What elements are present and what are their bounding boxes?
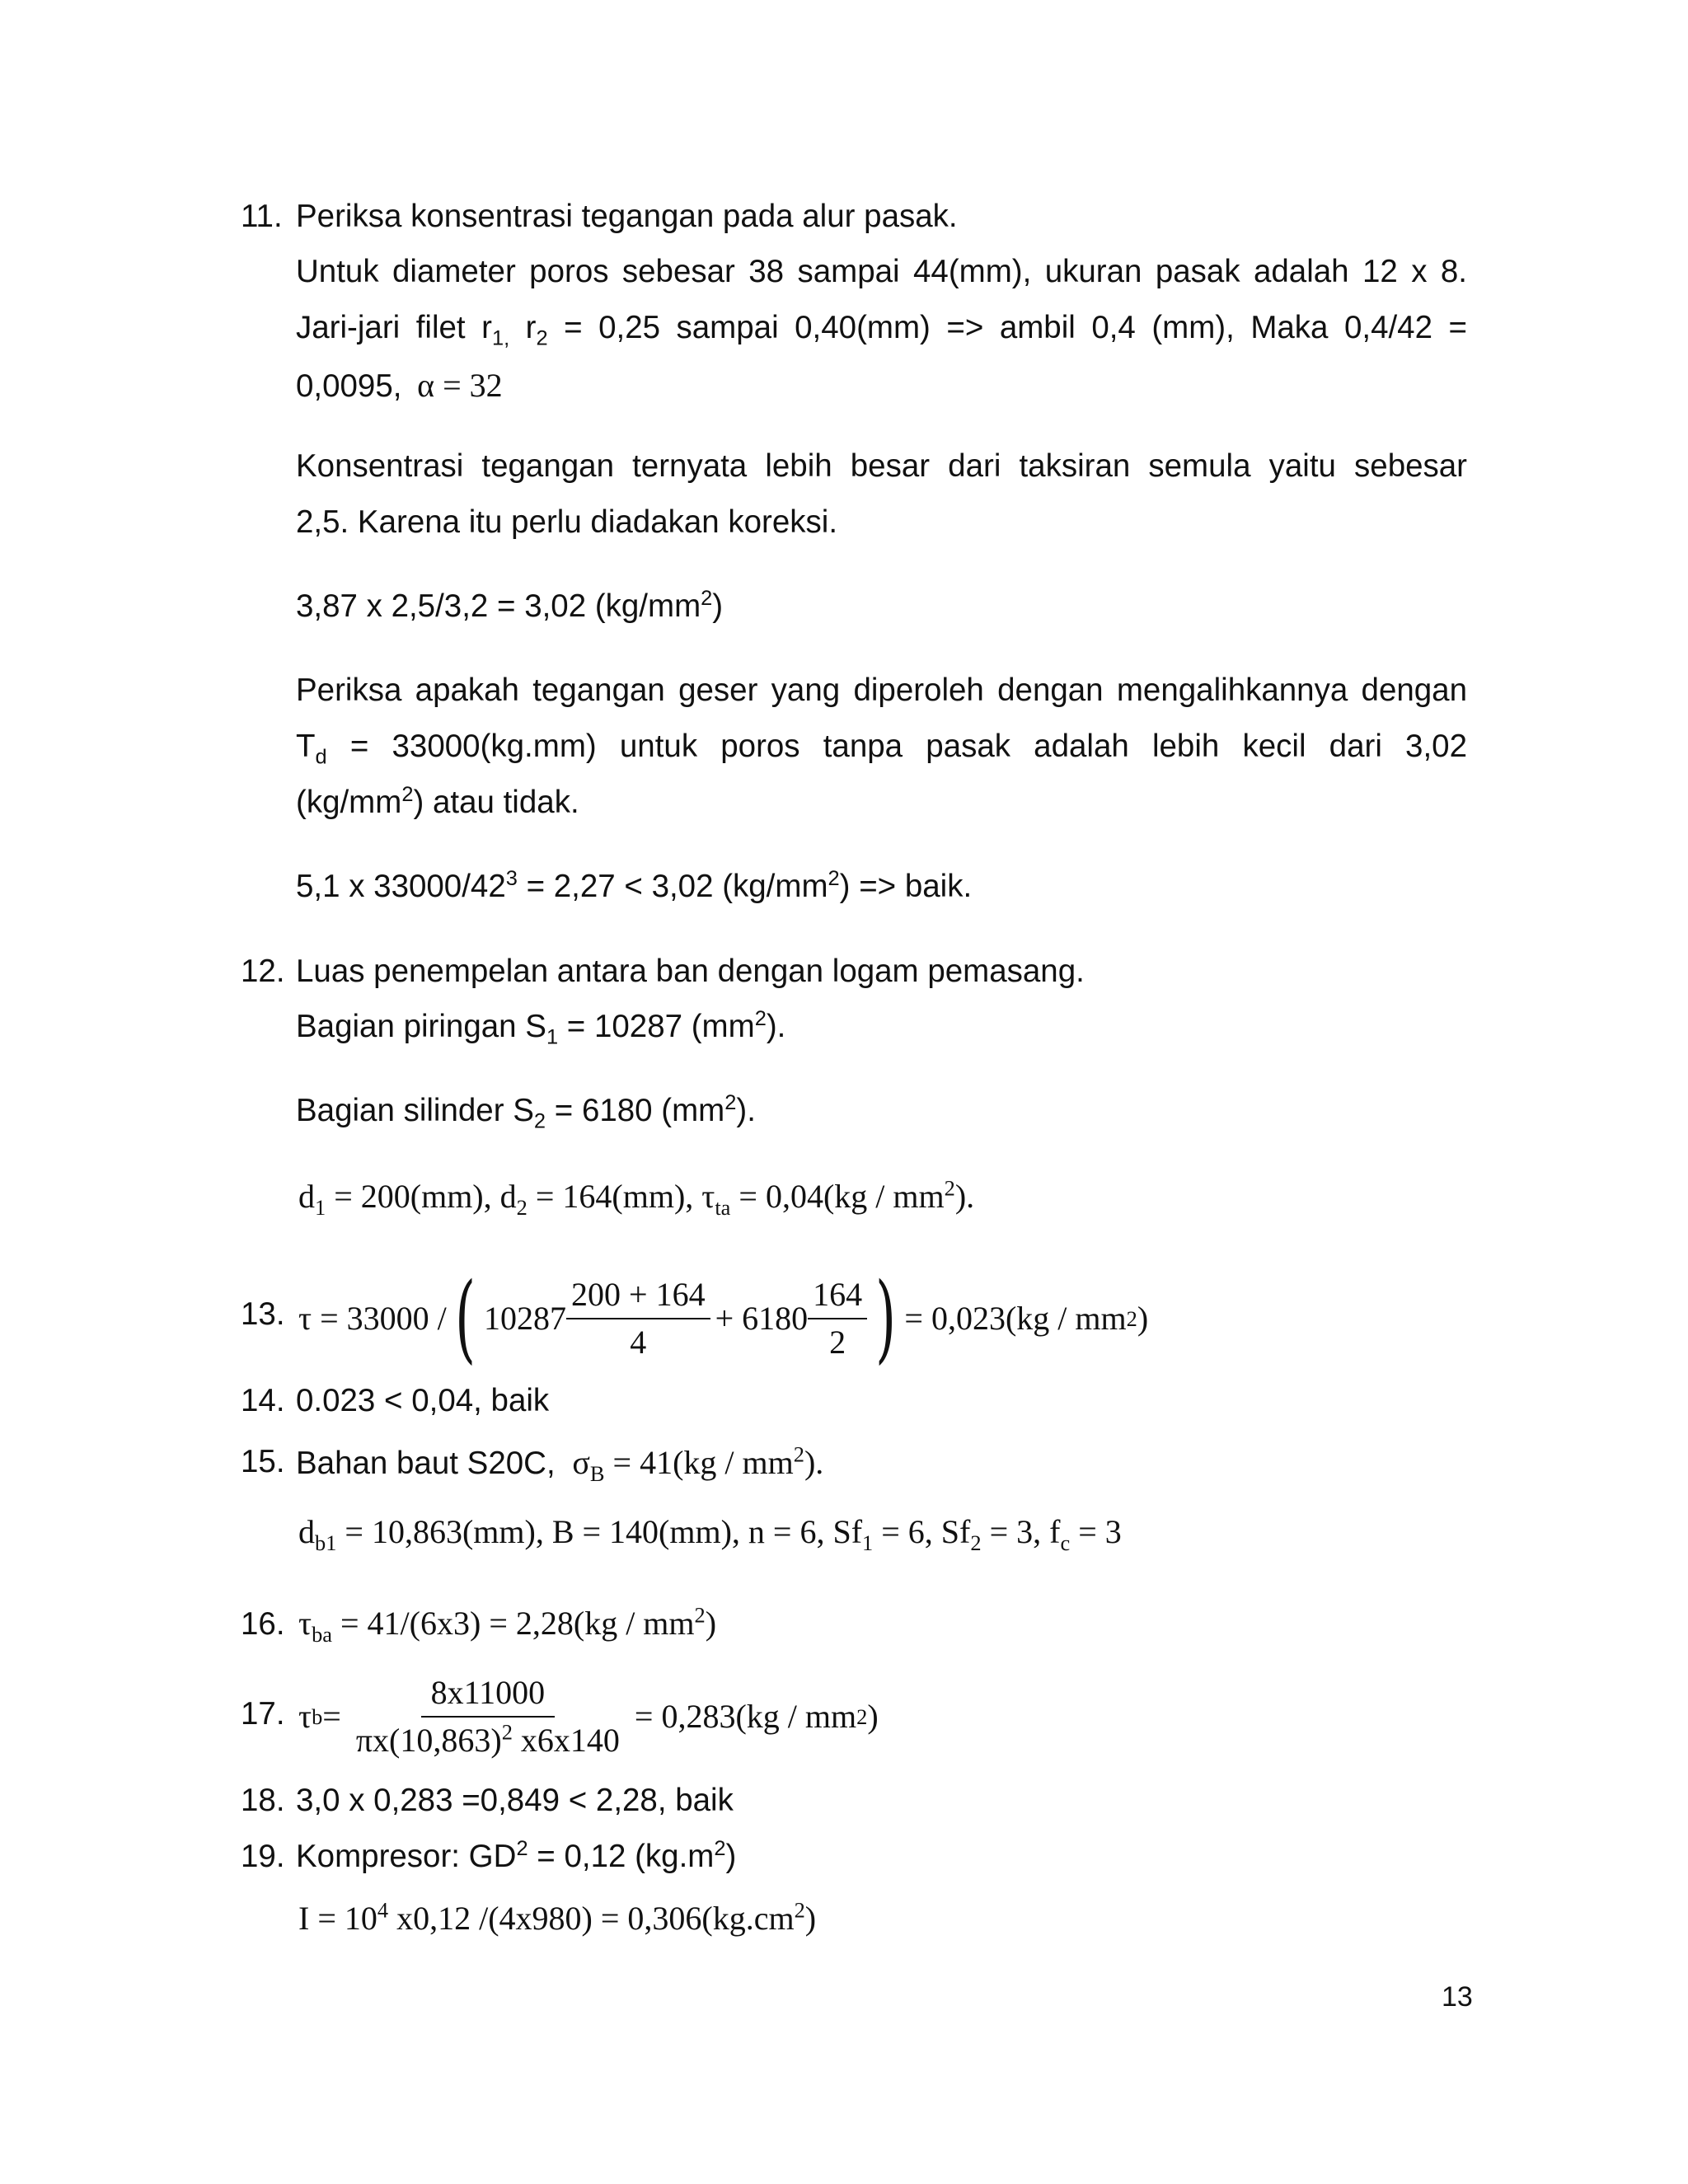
item-15-text: Bahan baut S20C, $\sigma_B = 41(kg / mm^2)$.: [296, 1441, 824, 1486]
item-13-formula: τ = 33000 / ( 10287 $\frac{200 + 164}{4}$ + 6180 $\frac{164}{2}$ ) = 0,023(kg / mm 2 ): [298, 1263, 1149, 1374]
fraction-17: $\frac{8x11000}{\pi x(10,863)^2 x6x140}$: [355, 1674, 620, 1759]
item-12-s2: Bagian silinder $S_2 = 6180$ $(mm^2)$.: [296, 1091, 756, 1133]
left-paren: (: [454, 1263, 476, 1374]
item-19-number: 19.: [241, 1839, 285, 1874]
fraction-2: $\frac{164}{2}$: [808, 1275, 867, 1362]
item-14-text: 0.023 < 0,04, baik: [296, 1383, 550, 1418]
item-17-formula: τ b = $\frac{8x11000}{\pi x(10,863)^2 x6x140}$ = 0,283(kg / mm 2 ): [298, 1674, 879, 1759]
item-18-text: 3,0 x 0,283 =0,849 < 2,28, baik: [296, 1783, 734, 1818]
page-number: 13: [1442, 1981, 1473, 2013]
item-11-number: 11.: [241, 199, 283, 234]
item-11-calc1: 3,87 x 2,5/3,2 = 3,02 $(kg/mm^2)$: [296, 587, 724, 624]
item-18-number: 18.: [241, 1783, 285, 1818]
item-15-params: $d_{b1} = 10,863(mm)$, B = 140(mm), n = 6, $Sf_1 = 6$, $Sf_2 = 3$, $f_c = 3$: [298, 1513, 1122, 1555]
item-11-para3-line1: Periksa apakah tegangan geser yang diperoleh dengan mengalihkannya dengan: [296, 673, 1467, 708]
item-11-title: Periksa konsentrasi tegangan pada alur pasak.: [296, 199, 958, 234]
item-13-number: 13.: [241, 1296, 285, 1332]
item-16-formula: $\tau_{ba} = 41/(6x3) = 2,28(kg / mm^2)$: [298, 1602, 717, 1647]
item-17-number: 17.: [241, 1696, 285, 1732]
item-11-calc2: 5,1 x $33000/42^3 = 2,27 < 3,02$ $(kg/mm^2)$ => baik.: [296, 867, 973, 904]
fraction-1: $\frac{200 + 164}{4}$: [566, 1275, 710, 1362]
item-14-number: 14.: [241, 1383, 285, 1418]
item-11-para2-line1: Konsentrasi tegangan ternyata lebih besar dari taksiran semula yaitu sebesar: [296, 448, 1467, 484]
item-12-formula: $d_1 = 200(mm)$, $d_2 = 164(mm)$, $\tau_{ta} = 0,04(kg / mm^2)$.: [298, 1175, 975, 1220]
item-12-s1: Bagian piringan $S_1 = 10287$ $(mm^2)$.: [296, 1007, 786, 1049]
item-19-formula: $I = 10^4$ x0,12 $/(4x980) = 0,306(kg.cm^2)$: [298, 1897, 817, 1937]
item-12-title: Luas penempelan antara ban dengan logam pemasang.: [296, 954, 1085, 989]
item-11-para3-line2: $T_d = 33000(kg.mm)$ untuk poros tanpa pasak adalah lebih kecil dari 3,02: [296, 729, 1467, 769]
alpha-formula: α = 32: [417, 367, 503, 404]
item-11-para2-line2: 2,5. Karena itu perlu diadakan koreksi.: [296, 504, 838, 540]
item-11-para3-line3: $(kg/mm^2)$ atau tidak.: [296, 783, 579, 820]
item-19-text: Kompresor: $GD^2 = 0,12$ $(kg.m^2)$: [296, 1837, 737, 1874]
item-16-number: 16.: [241, 1606, 285, 1642]
item-11-line1: Untuk diameter poros sebesar 38 sampai 44(mm), ukuran pasak adalah 12 x 8.: [296, 254, 1467, 289]
item-11-line3: 0,0095, α = 32: [296, 367, 503, 404]
right-paren: ): [875, 1263, 897, 1374]
item-11-line2: Jari-jari filet $r_{1,}$ $r_2 = 0,25$ sampai 0,40(mm) => ambil 0,4 (mm), Maka 0,4/42 =: [296, 310, 1467, 350]
item-15-number: 15.: [241, 1444, 285, 1479]
item-12-number: 12.: [241, 954, 285, 989]
